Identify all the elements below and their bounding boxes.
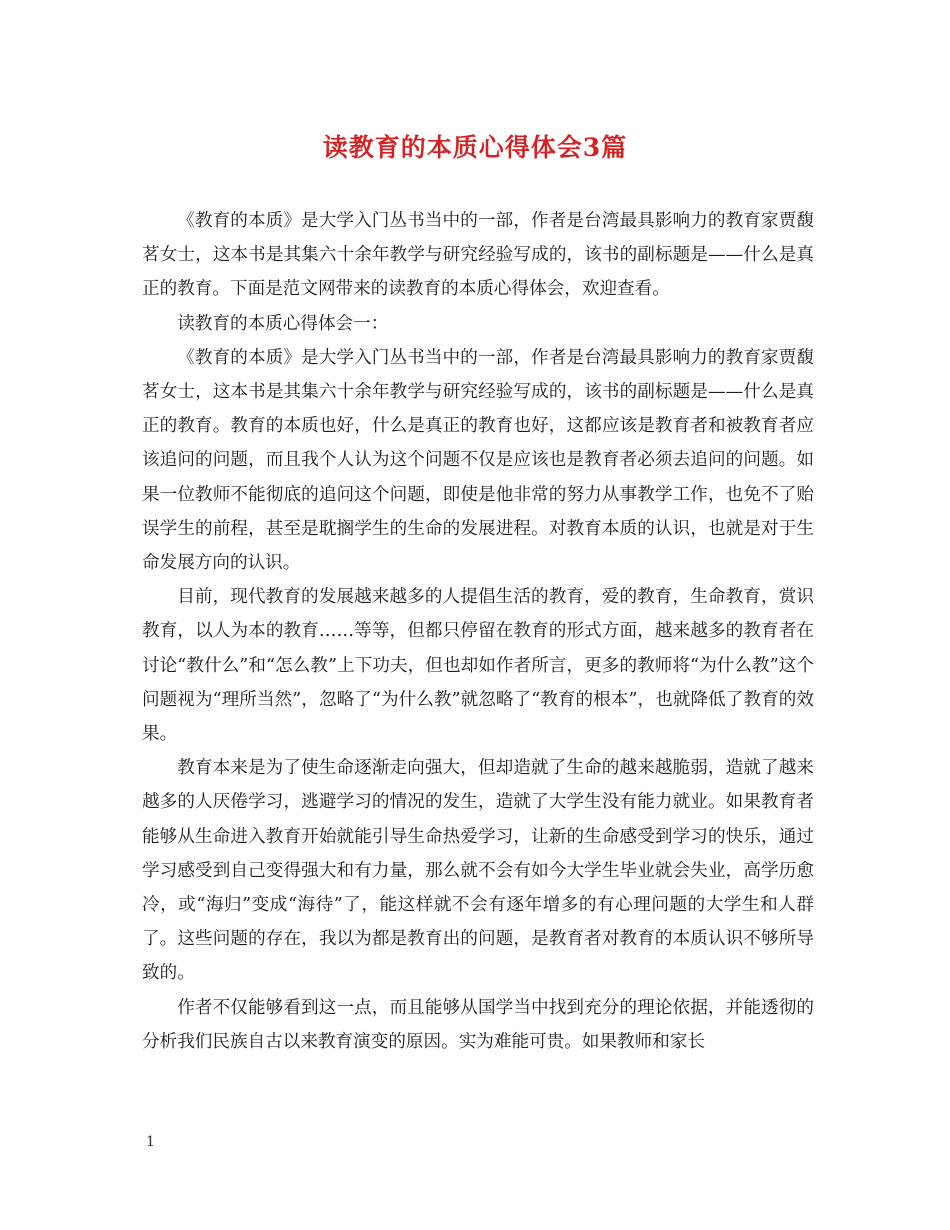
document-body (142, 204, 814, 1059)
document-title: 读教育的本质心得体会3篇 (322, 133, 628, 162)
body-paragraph: 目前，现代教育的发展越来越多的人提倡生活的教育，爱的教育，生命教育，赏识教育，以人为本的教育……等等，但都只停留在教育的形式方面，越来越多的教育者在讨论“教什么”和“怎么教”上下功夫，但也却如作者所言，更多的教师将“为什么教”这个问题视为“理所当然”，忽略了“为什么教”就忽略了“教育的根本”，也就降低了教育的效果。 (142, 587, 814, 745)
body-paragraph: 《教育的本质》是大学入门丛书当中的一部，作者是台湾最具影响力的教育家贾馥茗女士，这本书是其集六十余年教学与研究经验写成的，该书的副标题是——什么是真正的教育。教育的本质也好，什么是真正的教育也好，这都应该是教育者和被教育者应该追问的问题，而且我个人认为这个问题不仅是应该也是教育者必须去追问的问题。如果一位教师不能彻底的追问这个问题，即使是他非常的努力从事教学工作，也免不了贻误学生的前程，甚至是耽搁学生的生命的发展进程。对教育本质的认识，也就是对于生命发展方向的认识。 (142, 347, 814, 574)
body-paragraph: 作者不仅能够看到这一点，而且能够从国学当中找到充分的理论依据，并能透彻的分析我们民族自古以来教育演变的原因。实为难能可贵。如果教师和家长 (142, 997, 814, 1052)
body-paragraph: 教育本来是为了使生命逐渐走向强大，但却造就了生命的越来越脆弱，造就了越来越多的人厌倦学习，逃避学习的情况的发生，造就了大学生没有能力就业。如果教育者能够从生命进入教育开始就能引导生命热爱学习，让新的生命感受到学习的快乐，通过学习感受到自己变得强大和有力量，那么就不会有如今大学生毕业就会失业，高学历愈冷，或“海归”变成“海待”了，能这样就不会有逐年增多的有心理问题的大学生和人群了。这些问题的存在，我以为都是教育出的问题，是教育者对教育的本质认识不够所导致的。 (142, 758, 814, 984)
page-number: 1 (146, 1134, 155, 1150)
intro-paragraph: 《教育的本质》是大学入门丛书当中的一部，作者是台湾最具影响力的教育家贾馥茗女士，这本书是其集六十余年教学与研究经验写成的，该书的副标题是——什么是真正的教育。下面是范文网带来的读教育的本质心得体会，欢迎查看。 (142, 211, 814, 300)
section-heading: 读教育的本质心得体会一： (177, 313, 389, 334)
